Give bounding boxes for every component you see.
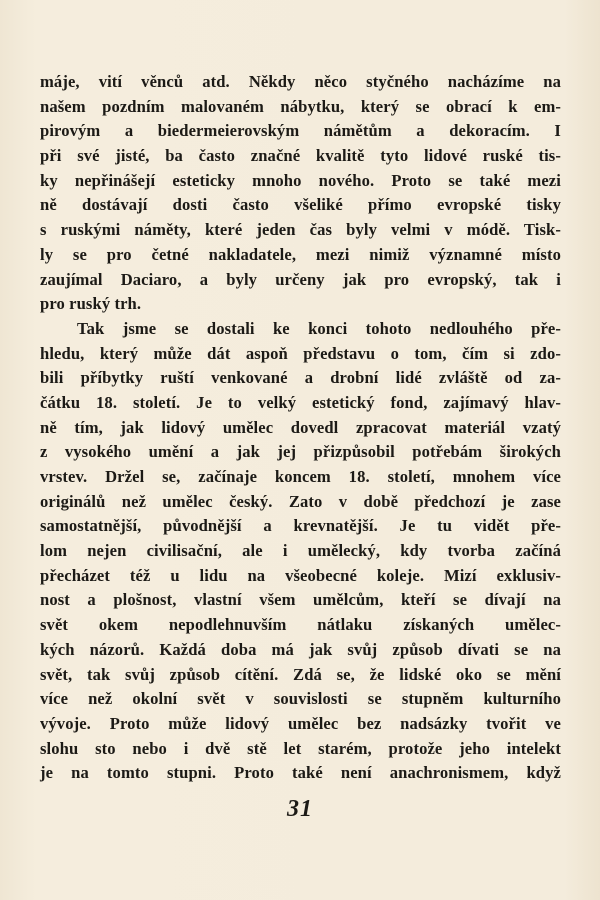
text-line: svět okem nepodlehnuvším nátlaku získaných umělec- [40, 615, 561, 635]
text-line: více než okolní svět v souvislosti se stupněm kulturního [40, 689, 561, 709]
text-line: našem pozdním malovaném nábytku, který se obrací k em- [40, 96, 561, 116]
body-text [40, 70, 561, 786]
paragraph-2 [40, 317, 561, 786]
text-line: originálů než umělec český. Zato v době předchozí je zase [40, 491, 561, 511]
text-line: bili příbytky ruští venkované a drobní lidé zvláště od za- [40, 368, 561, 388]
paragraph-1 [40, 70, 561, 317]
text-line: přecházet též u lidu na všeobecné koleje. Mizí exklusiv- [40, 565, 561, 585]
text-line: pirovým a biedermeierovským námětům a dekoracím. I [40, 121, 561, 141]
text-line: samostatnější, původnější a krevnatější. Je tu vidět pře- [40, 516, 561, 536]
page-number: 31 [287, 796, 313, 822]
text-line: s ruskými náměty, které jeden čas byly velmi v módě. Tisk- [40, 220, 561, 240]
text-line: pro ruský trh. [40, 294, 142, 314]
text-line: vrstev. Držel se, začínaje koncem 18. století, mnohem více [40, 467, 561, 486]
text-line: Tak jsme se dostali ke konci tohoto nedlouhého pře- [77, 318, 561, 338]
text-line: svět, tak svůj způsob cítění. Zdá se, že lidské oko se mění [40, 664, 561, 684]
text-line: ně dostávají dosti často všeliké přímo evropské tisky [40, 195, 561, 215]
text-line: hledu, který může dát aspoň představu o tom, čím si zdo- [40, 343, 561, 363]
text-line: lom nejen civilisační, ale i umělecký, kdy tvorba začíná [40, 541, 561, 561]
text-line: zaujímal Daciaro, a byly určeny jak pro evropský, tak i [40, 269, 561, 289]
text-line: z vysokého umění a jak jej přizpůsobil potřebám širokých [40, 442, 561, 462]
text-line: kých názorů. Každá doba má jak svůj způsob dívati se na [40, 639, 561, 659]
text-line: při své jisté, ba často značné kvalitě tyto lidové ruské tis- [40, 146, 561, 166]
text-line: ly se pro četné nakladatele, mezi nimiž významné místo [40, 244, 561, 264]
text-line: čátku 18. století. Je to velký estetický fond, zajímavý hlav- [40, 392, 561, 412]
text-line: ky nepřinášejí esteticky mnoho nového. Proto se také mezi [40, 170, 561, 190]
text-line: slohu sto nebo i dvě stě let starém, protože jeho intelekt [40, 738, 561, 758]
text-line: máje, vití věnců atd. Někdy něco styčného nacházíme na [40, 72, 561, 91]
text-line: vývoje. Proto může lidový umělec bez nadsázky tvořit ve [40, 713, 561, 733]
text-line: ně tím, jak lidový umělec dovedl zpracovat materiál vzatý [40, 417, 561, 437]
text-line: nost a plošnost, vlastní všem umělcům, kteří se dívají na [40, 590, 561, 610]
text-line: je na tomto stupni. Proto také není anachronismem, když [40, 763, 561, 783]
